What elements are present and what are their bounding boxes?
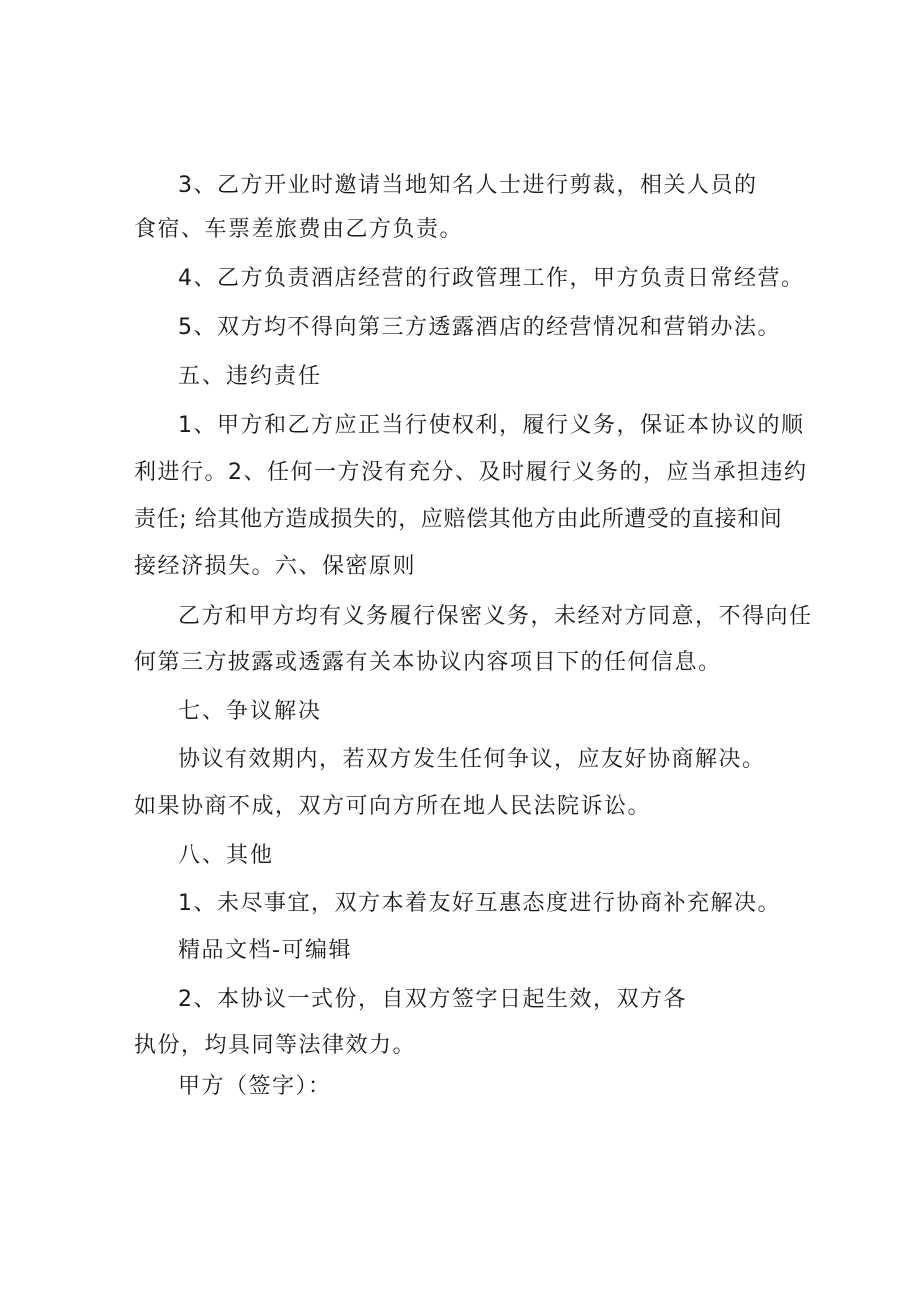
paragraph-line: 5、双方均不得向第三方透露酒店的经营情况和营销办法。 (178, 315, 781, 340)
paragraph-line: 1、甲方和乙方应正当行使权利，履行义务，保证本协议的顺 (178, 413, 805, 438)
watermark-text: 精品文档-可编辑 (178, 938, 352, 963)
paragraph-line: 执份，均具同等法律效力。 (134, 1033, 417, 1058)
paragraph-line: 2、本协议一式份，自双方签字日起生效，双方各 (178, 987, 687, 1012)
paragraph-line: 如果协商不成，双方可向方所在地人民法院诉讼。 (134, 794, 652, 819)
paragraph-line: 食宿、车票差旅费由乙方负责。 (134, 217, 464, 242)
signature-label: 甲方（签字）： (178, 1074, 332, 1099)
paragraph-line: 1、未尽事宜，双方本着友好互惠态度进行协商补充解决。 (178, 891, 781, 916)
section-heading: 五、违约责任 (178, 364, 323, 389)
section-heading: 八、其他 (178, 843, 275, 868)
paragraph-line: 接经济损失。六、保密原则 (134, 554, 417, 579)
paragraph-line: 利进行。2、任何一方没有充分、及时履行义务的，应当承担违约 (134, 460, 808, 485)
section-heading: 七、争议解决 (178, 699, 323, 724)
paragraph-line: 何第三方披露或透露有关本协议内容项目下的任何信息。 (134, 650, 722, 675)
paragraph-line: 责任; 给其他方造成损失的，应赔偿其他方由此所遭受的直接和间 (134, 507, 783, 532)
paragraph-line: 4、乙方负责酒店经营的行政管理工作，甲方负责日常经营。 (178, 266, 805, 291)
paragraph-line: 乙方和甲方均有义务履行保密义务，未经对方同意，不得向任 (178, 604, 813, 629)
paragraph-line: 协议有效期内，若双方发生任何争议，应友好协商解决。 (178, 747, 766, 772)
paragraph-line: 3、乙方开业时邀请当地知名人士进行剪裁，相关人员的 (178, 173, 758, 198)
